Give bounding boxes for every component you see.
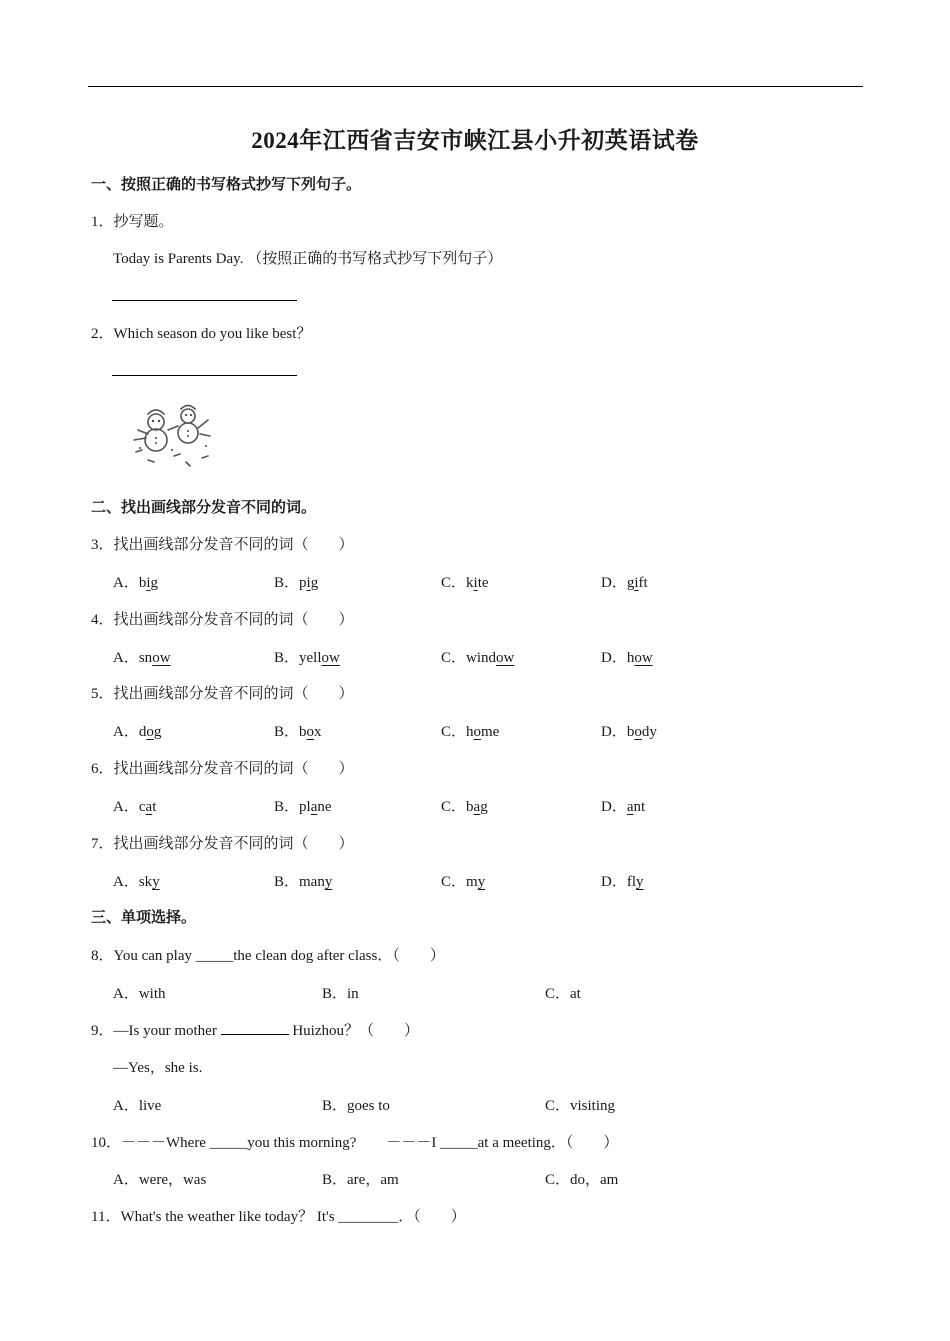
q4-option-d[interactable]: D．how bbox=[601, 650, 653, 666]
question-9-answer-line: —Yes，she is. bbox=[113, 1060, 203, 1076]
q4-option-b[interactable]: B．yellow bbox=[274, 650, 340, 666]
q3-option-c[interactable]: C．kite bbox=[441, 575, 489, 591]
q9-option-c[interactable]: C．visiting bbox=[545, 1098, 616, 1114]
q4-option-a[interactable]: A．snow bbox=[113, 650, 171, 666]
q10-option-b[interactable]: B．are，am bbox=[322, 1172, 399, 1188]
q3-option-a[interactable]: A．big bbox=[113, 575, 159, 591]
question-1-stem: 1．抄写题。 bbox=[91, 214, 174, 230]
q3-option-b[interactable]: B．pig bbox=[274, 575, 319, 591]
q9-option-a[interactable]: A．live bbox=[113, 1098, 162, 1114]
q5-option-d[interactable]: D．body bbox=[601, 724, 657, 740]
q5-option-c[interactable]: C．home bbox=[441, 724, 500, 740]
question-3-stem: 3．找出画线部分发音不同的词（ ） bbox=[91, 537, 354, 553]
q6-option-d[interactable]: D．ant bbox=[601, 799, 646, 815]
q10-option-a[interactable]: A．were，was bbox=[113, 1172, 207, 1188]
q8-option-c[interactable]: C．at bbox=[545, 986, 581, 1002]
question-2-stem: 2．Which season do you like best？ bbox=[91, 326, 312, 342]
q7-option-d[interactable]: D．fly bbox=[601, 874, 644, 890]
question-10-stem: 10．－－－Where _____you this morning? －－－I _____at a meeting．（ ） bbox=[91, 1135, 619, 1151]
q7-option-c[interactable]: C．my bbox=[441, 874, 486, 890]
section-heading-3: 三、单项选择。 bbox=[91, 910, 197, 926]
answer-line-1[interactable] bbox=[112, 300, 297, 301]
q10-option-c[interactable]: C．do，am bbox=[545, 1172, 619, 1188]
q6-option-b[interactable]: B．plane bbox=[274, 799, 332, 815]
question-1-sentence: Today is Parents Day. （按照正确的书写格式抄写下列句子） bbox=[113, 251, 503, 267]
answer-line-2[interactable] bbox=[112, 375, 297, 376]
section-heading-2: 二、找出画线部分发音不同的词。 bbox=[91, 500, 317, 516]
q9-option-b[interactable]: B．goes to bbox=[322, 1098, 390, 1114]
question-8-stem: 8．You can play _____the clean dog after class．（ ） bbox=[91, 948, 445, 964]
q8-option-b[interactable]: B．in bbox=[322, 986, 359, 1002]
question-7-stem: 7．找出画线部分发音不同的词（ ） bbox=[91, 836, 354, 852]
question-9-stem: 9．—Is your mother Huizhou？（ ） bbox=[91, 1019, 419, 1040]
q5-option-a[interactable]: A．dog bbox=[113, 724, 162, 740]
q6-option-a[interactable]: A．cat bbox=[113, 799, 157, 815]
q7-option-a[interactable]: A．sky bbox=[113, 874, 160, 890]
snowmen-picture bbox=[128, 400, 214, 470]
question-4-stem: 4．找出画线部分发音不同的词（ ） bbox=[91, 612, 354, 628]
header-rule bbox=[88, 86, 863, 87]
question-11-stem: 11．What's the weather like today？ It's ________．（ ） bbox=[91, 1209, 466, 1225]
q7-option-b[interactable]: B．many bbox=[274, 874, 333, 890]
q5-option-b[interactable]: B．box bbox=[274, 724, 322, 740]
q3-option-d[interactable]: D．gift bbox=[601, 575, 648, 591]
q8-option-a[interactable]: A．with bbox=[113, 986, 166, 1002]
q6-option-c[interactable]: C．bag bbox=[441, 799, 488, 815]
q9-blank[interactable] bbox=[221, 1020, 289, 1035]
page-title: 2024年江西省吉安市峡江县小升初英语试卷 bbox=[251, 128, 699, 153]
q4-option-c[interactable]: C．window bbox=[441, 650, 515, 666]
section-heading-1: 一、按照正确的书写格式抄写下列句子。 bbox=[91, 177, 362, 193]
question-5-stem: 5．找出画线部分发音不同的词（ ） bbox=[91, 686, 354, 702]
question-6-stem: 6．找出画线部分发音不同的词（ ） bbox=[91, 761, 354, 777]
